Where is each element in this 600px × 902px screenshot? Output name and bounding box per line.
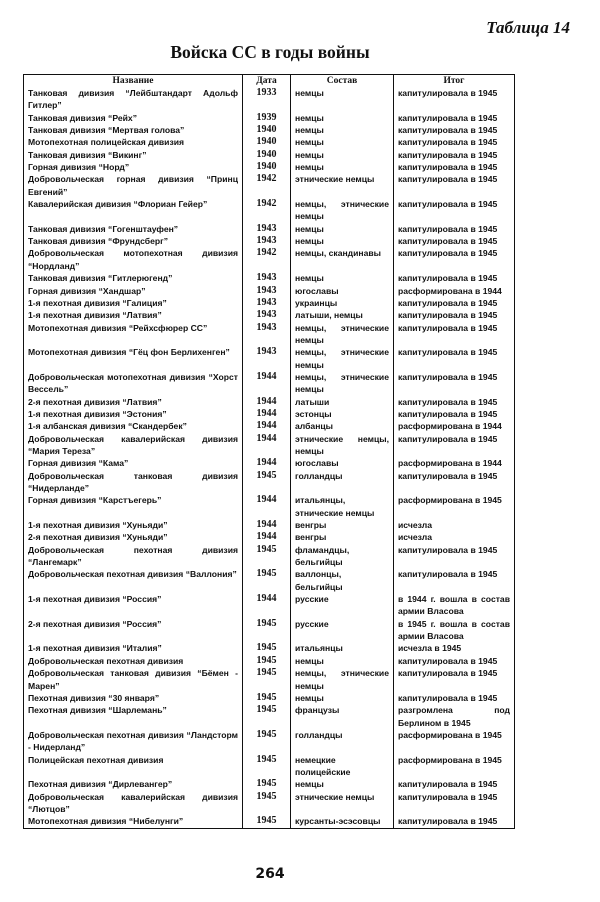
composition-cell: этнические немцы, немцы [291, 433, 394, 458]
table-row [24, 433, 515, 458]
composition-cell: украинцы [291, 297, 394, 309]
composition-cell: русские [291, 593, 394, 618]
formation-year-cell: 1945 [243, 642, 291, 654]
table-row [24, 161, 515, 173]
table-row [24, 778, 515, 790]
table-row [24, 247, 515, 272]
formation-year-cell: 1939 [243, 112, 291, 124]
table-row [24, 149, 515, 161]
result-cell: исчезла [394, 531, 515, 543]
table-row [24, 322, 515, 347]
formation-year-cell: 1945 [243, 815, 291, 828]
page-title: Войска СС в годы войны [170, 42, 370, 62]
table-row [24, 704, 515, 729]
composition-cell: немцы [291, 655, 394, 667]
formation-year-cell: 1940 [243, 136, 291, 148]
division-name-cell: 2-я пехотная дивизия “Хуньяди” [24, 531, 243, 543]
division-name-cell: Танковая дивизия “Мертвая голова” [24, 124, 243, 136]
formation-year-cell: 1943 [243, 346, 291, 371]
result-cell: капитулировала в 1945 [394, 568, 515, 593]
formation-year-cell: 1944 [243, 519, 291, 531]
result-cell: капитулировала в 1945 [394, 309, 515, 321]
ss-divisions-table [23, 74, 515, 829]
result-cell: капитулировала в 1945 [394, 247, 515, 272]
composition-cell: немцы [291, 136, 394, 148]
table-row [24, 173, 515, 198]
division-name-cell: Добровольческая пехотная дивизия “Ландсторм - Нидерланд” [24, 729, 243, 754]
division-name-cell: Добровольческая мотопехотная дивизия “Хорст Вессель” [24, 371, 243, 396]
table-row [24, 568, 515, 593]
division-name-cell: Добровольческая кавалерийская дивизия “Лютцов” [24, 791, 243, 816]
column-header-composition: Состав [291, 75, 394, 88]
formation-year-cell: 1945 [243, 704, 291, 729]
formation-year-cell: 1943 [243, 309, 291, 321]
result-cell: капитулировала в 1945 [394, 272, 515, 284]
composition-cell: голландцы [291, 729, 394, 754]
composition-cell: итальянцы [291, 642, 394, 654]
division-name-cell: Полицейская пехотная дивизия [24, 754, 243, 779]
result-cell: капитулировала в 1945 [394, 136, 515, 148]
result-cell: расформирована в 1944 [394, 457, 515, 469]
result-cell: капитулировала в 1945 [394, 112, 515, 124]
formation-year-cell: 1945 [243, 692, 291, 704]
formation-year-cell: 1943 [243, 235, 291, 247]
composition-cell: албанцы [291, 420, 394, 432]
table-row [24, 87, 515, 112]
result-cell: расформирована в 1945 [394, 754, 515, 779]
formation-year-cell: 1945 [243, 778, 291, 790]
composition-cell: немцы, этнические немцы [291, 198, 394, 223]
division-name-cell: 1-я пехотная дивизия “Галиция” [24, 297, 243, 309]
division-name-cell: 1-я пехотная дивизия “Эстония” [24, 408, 243, 420]
formation-year-cell: 1940 [243, 161, 291, 173]
division-name-cell: Мотопехотная дивизия “Гёц фон Берлихенген” [24, 346, 243, 371]
result-cell: капитулировала в 1945 [394, 433, 515, 458]
formation-year-cell: 1945 [243, 544, 291, 569]
table-row [24, 136, 515, 148]
division-name-cell: Горная дивизия “Норд” [24, 161, 243, 173]
result-cell: исчезла в 1945 [394, 642, 515, 654]
result-cell: расформирована в 1945 [394, 494, 515, 519]
column-header-name: Название [24, 75, 243, 88]
formation-year-cell: 1945 [243, 667, 291, 692]
result-cell: капитулировала в 1945 [394, 297, 515, 309]
composition-cell: венгры [291, 531, 394, 543]
table-row [24, 198, 515, 223]
result-cell: капитулировала в 1945 [394, 161, 515, 173]
result-cell: капитулировала в 1945 [394, 778, 515, 790]
table-row [24, 667, 515, 692]
division-name-cell: 1-я пехотная дивизия “Россия” [24, 593, 243, 618]
division-name-cell: Пехотная дивизия “30 января” [24, 692, 243, 704]
composition-cell: латыши [291, 396, 394, 408]
result-cell: капитулировала в 1945 [394, 322, 515, 347]
formation-year-cell: 1945 [243, 655, 291, 667]
composition-cell: немцы [291, 223, 394, 235]
division-name-cell: Добровольческая мотопехотная дивизия “Нордланд” [24, 247, 243, 272]
division-name-cell: Горная дивизия “Кама” [24, 457, 243, 469]
division-name-cell: 2-я пехотная дивизия “Россия” [24, 618, 243, 643]
formation-year-cell: 1943 [243, 272, 291, 284]
table-row [24, 235, 515, 247]
formation-year-cell: 1944 [243, 420, 291, 432]
result-cell: капитулировала в 1945 [394, 235, 515, 247]
column-header-result: Итог [394, 75, 515, 88]
table-row [24, 593, 515, 618]
division-name-cell: 1-я пехотная дивизия “Хуньяди” [24, 519, 243, 531]
division-name-cell: 2-я пехотная дивизия “Латвия” [24, 396, 243, 408]
formation-year-cell: 1943 [243, 322, 291, 347]
division-name-cell: Танковая дивизия “Фрундсберг” [24, 235, 243, 247]
formation-year-cell: 1944 [243, 371, 291, 396]
result-cell: расформирована в 1945 [394, 729, 515, 754]
composition-cell: немцы, этнические немцы [291, 346, 394, 371]
result-cell: расформирована в 1944 [394, 285, 515, 297]
composition-cell: немцы [291, 272, 394, 284]
composition-cell: валлонцы, бельгийцы [291, 568, 394, 593]
result-cell: капитулировала в 1945 [394, 223, 515, 235]
table-row [24, 494, 515, 519]
composition-cell: этнические немцы [291, 791, 394, 816]
composition-cell: немцы [291, 778, 394, 790]
division-name-cell: Добровольческая горная дивизия “Принц Евгений” [24, 173, 243, 198]
division-name-cell: Мотопехотная дивизия “Рейхсфюрер СС” [24, 322, 243, 347]
division-name-cell: Пехотная дивизия “Дирлевангер” [24, 778, 243, 790]
table-body [24, 87, 515, 828]
composition-cell: немцы [291, 124, 394, 136]
composition-cell: венгры [291, 519, 394, 531]
composition-cell: русские [291, 618, 394, 643]
table-row [24, 519, 515, 531]
table-row [24, 531, 515, 543]
table-row [24, 457, 515, 469]
result-cell: капитулировала в 1945 [394, 396, 515, 408]
column-header-date: Дата [243, 75, 291, 88]
table-row [24, 112, 515, 124]
composition-cell: югославы [291, 457, 394, 469]
composition-cell: этнические немцы [291, 173, 394, 198]
result-cell: в 1945 г. вошла в состав армии Власова [394, 618, 515, 643]
formation-year-cell: 1944 [243, 457, 291, 469]
result-cell: капитулировала в 1945 [394, 692, 515, 704]
division-name-cell: Добровольческая пехотная дивизия “Валлония” [24, 568, 243, 593]
table-row [24, 223, 515, 235]
division-name-cell: Танковая дивизия “Лейбштандарт Адольф Гитлер” [24, 87, 243, 112]
formation-year-cell: 1945 [243, 729, 291, 754]
division-name-cell: Пехотная дивизия “Шарлемань” [24, 704, 243, 729]
formation-year-cell: 1942 [243, 247, 291, 272]
result-cell: разгромлена под Берлином в 1945 [394, 704, 515, 729]
result-cell: исчезла [394, 519, 515, 531]
table-row [24, 791, 515, 816]
composition-cell: немцы [291, 87, 394, 112]
division-name-cell: Танковая дивизия “Гитлерюгенд” [24, 272, 243, 284]
table-row [24, 544, 515, 569]
table-caption: Таблица 14 [486, 18, 570, 37]
table-header-row [24, 75, 515, 88]
result-cell: капитулировала в 1945 [394, 667, 515, 692]
formation-year-cell: 1944 [243, 396, 291, 408]
result-cell: капитулировала в 1945 [394, 371, 515, 396]
division-name-cell: Горная дивизия “Карстъегерь” [24, 494, 243, 519]
table-row [24, 655, 515, 667]
formation-year-cell: 1945 [243, 791, 291, 816]
result-cell: расформирована в 1944 [394, 420, 515, 432]
composition-cell: югославы [291, 285, 394, 297]
division-name-cell: Добровольческая пехотная дивизия “Лангемарк” [24, 544, 243, 569]
table-row [24, 408, 515, 420]
table-row [24, 642, 515, 654]
composition-cell: немцы, этнические немцы [291, 322, 394, 347]
formation-year-cell: 1943 [243, 297, 291, 309]
result-cell: капитулировала в 1945 [394, 655, 515, 667]
result-cell: капитулировала в 1945 [394, 198, 515, 223]
table-row [24, 309, 515, 321]
division-name-cell: Добровольческая танковая дивизия “Бёмен - Марен” [24, 667, 243, 692]
formation-year-cell: 1943 [243, 285, 291, 297]
result-cell: капитулировала в 1945 [394, 815, 515, 828]
formation-year-cell: 1944 [243, 408, 291, 420]
table-row [24, 124, 515, 136]
composition-cell: немцы [291, 149, 394, 161]
division-name-cell: Кавалерийская дивизия “Флориан Гейер” [24, 198, 243, 223]
composition-cell: курсанты-эсэсовцы [291, 815, 394, 828]
table-row [24, 729, 515, 754]
table-row [24, 470, 515, 495]
result-cell: капитулировала в 1945 [394, 544, 515, 569]
result-cell: капитулировала в 1945 [394, 149, 515, 161]
result-cell: капитулировала в 1945 [394, 346, 515, 371]
composition-cell: латыши, немцы [291, 309, 394, 321]
formation-year-cell: 1944 [243, 433, 291, 458]
division-name-cell: Танковая дивизия “Викинг” [24, 149, 243, 161]
formation-year-cell: 1942 [243, 198, 291, 223]
composition-cell: немцы, скандинавы [291, 247, 394, 272]
result-cell: капитулировала в 1945 [394, 408, 515, 420]
division-name-cell: Танковая дивизия “Рейх” [24, 112, 243, 124]
result-cell: капитулировала в 1945 [394, 87, 515, 112]
division-name-cell: 1-я албанская дивизия “Скандербек” [24, 420, 243, 432]
composition-cell: голландцы [291, 470, 394, 495]
division-name-cell: 1-я пехотная дивизия “Латвия” [24, 309, 243, 321]
table-row [24, 396, 515, 408]
formation-year-cell: 1942 [243, 173, 291, 198]
formation-year-cell: 1943 [243, 223, 291, 235]
formation-year-cell: 1944 [243, 531, 291, 543]
division-name-cell: Танковая дивизия “Гогенштауфен” [24, 223, 243, 235]
composition-cell: итальянцы, этнические немцы [291, 494, 394, 519]
formation-year-cell: 1945 [243, 618, 291, 643]
table-row [24, 692, 515, 704]
table-row [24, 754, 515, 779]
formation-year-cell: 1940 [243, 149, 291, 161]
composition-cell: эстонцы [291, 408, 394, 420]
formation-year-cell: 1945 [243, 470, 291, 495]
composition-cell: немцы [291, 161, 394, 173]
composition-cell: фламандцы, бельгийцы [291, 544, 394, 569]
composition-cell: немцы, этнические немцы [291, 371, 394, 396]
composition-cell: немцы, этнические немцы [291, 667, 394, 692]
composition-cell: немцы [291, 235, 394, 247]
division-name-cell: Мотопехотная полицейская дивизия [24, 136, 243, 148]
table-row [24, 346, 515, 371]
division-name-cell: Горная дивизия “Хандшар” [24, 285, 243, 297]
result-cell: в 1944 г. вошла в состав армии Власова [394, 593, 515, 618]
result-cell: капитулировала в 1945 [394, 124, 515, 136]
formation-year-cell: 1945 [243, 754, 291, 779]
composition-cell: французы [291, 704, 394, 729]
result-cell: капитулировала в 1945 [394, 173, 515, 198]
table-row [24, 815, 515, 828]
division-name-cell: Добровольческая танковая дивизия “Нидерланде” [24, 470, 243, 495]
formation-year-cell: 1944 [243, 593, 291, 618]
result-cell: капитулировала в 1945 [394, 791, 515, 816]
table-row [24, 297, 515, 309]
division-name-cell: 1-я пехотная дивизия “Италия” [24, 642, 243, 654]
page-number: 264 [255, 866, 285, 882]
composition-cell: немцы [291, 692, 394, 704]
table-row [24, 420, 515, 432]
table-row [24, 272, 515, 284]
division-name-cell: Добровольческая пехотная дивизия [24, 655, 243, 667]
composition-cell: немецкие полицейские [291, 754, 394, 779]
formation-year-cell: 1944 [243, 494, 291, 519]
table-row [24, 618, 515, 643]
division-name-cell: Мотопехотная дивизия “Нибелунги” [24, 815, 243, 828]
table-row [24, 371, 515, 396]
composition-cell: немцы [291, 112, 394, 124]
division-name-cell: Добровольческая кавалерийская дивизия “Мария Тереза” [24, 433, 243, 458]
table-row [24, 285, 515, 297]
formation-year-cell: 1933 [243, 87, 291, 112]
result-cell: капитулировала в 1945 [394, 470, 515, 495]
formation-year-cell: 1940 [243, 124, 291, 136]
formation-year-cell: 1945 [243, 568, 291, 593]
